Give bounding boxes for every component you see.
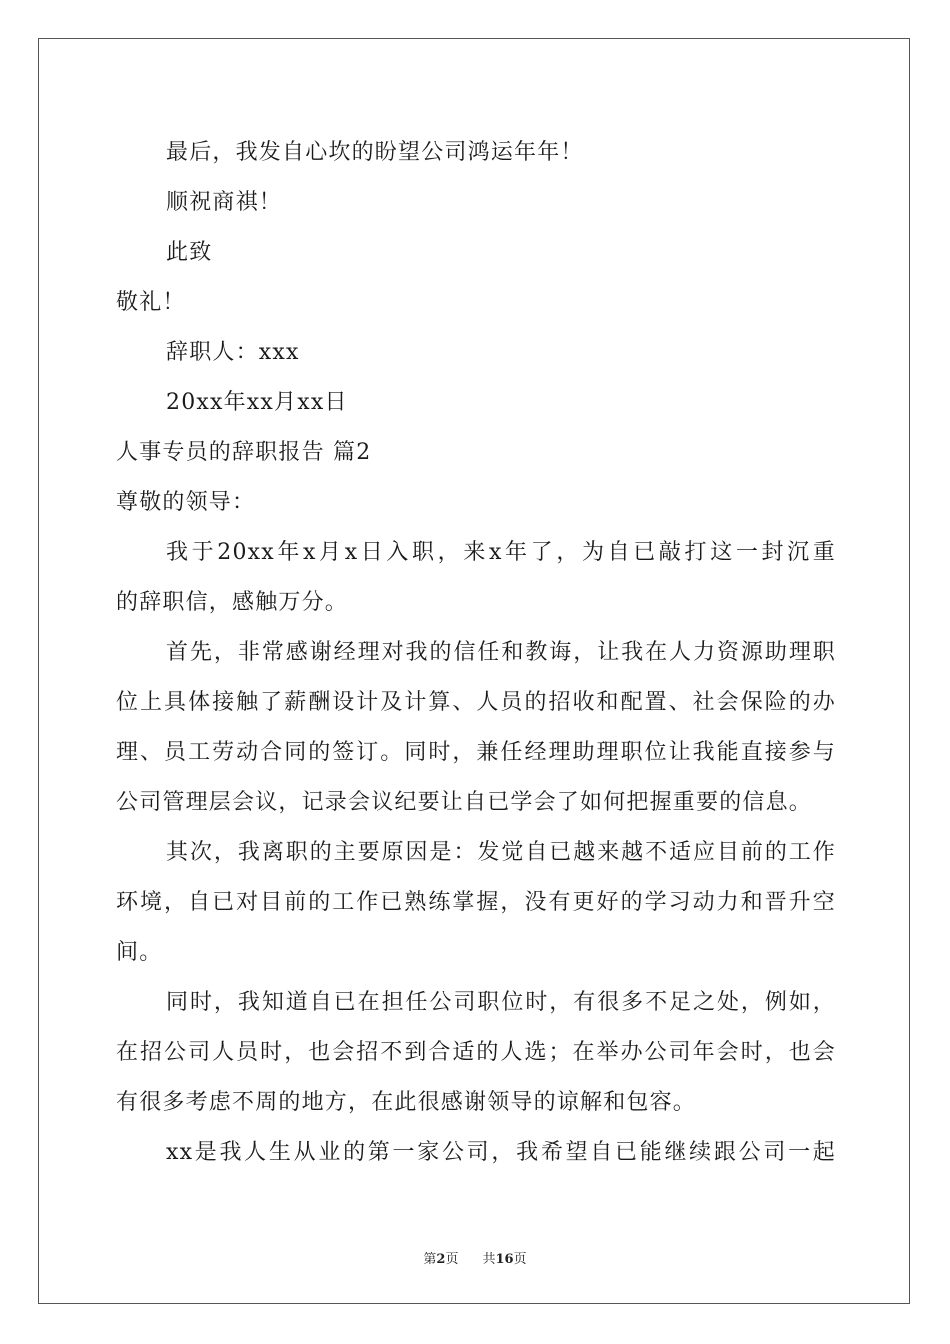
paragraph-line: 在招公司人员时，也会招不到合适的人选；在举办公司年会时，也会 — [116, 1040, 836, 1065]
paragraph-line: 公司管理层会议，记录会议纪要让自已学会了如何把握重要的信息。 — [116, 790, 813, 815]
paragraph-line: 其次，我离职的主要原因是：发觉自已越来越不适应目前的工作 — [166, 840, 836, 865]
paragraph-line: 间。 — [116, 940, 163, 965]
salutation-to: 此致 — [166, 240, 213, 265]
paragraph-2 — [116, 628, 836, 828]
paragraph-line: 理、员工劳动合同的签订。同时，兼任经理助理职位让我能直接参与 — [116, 740, 836, 765]
paragraph-line: 有很多考虑不周的地方，在此很感谢领导的谅解和包容。 — [116, 1090, 697, 1115]
paragraph-3 — [116, 828, 836, 978]
regards: 顺祝商祺！ — [166, 190, 283, 215]
paragraph-line: xx是我人生从业的第一家公司，我希望自已能继续跟公司一起 — [166, 1140, 836, 1165]
closing-wish: 最后，我发自心坎的盼望公司鸿运年年！ — [166, 140, 584, 165]
page-footer — [0, 1248, 950, 1267]
paragraph-line: 的辞职信，感触万分。 — [116, 590, 349, 615]
document-body — [116, 128, 836, 1178]
section-title: 人事专员的辞职报告 篇2 — [116, 440, 372, 465]
paragraph-line: 同时，我知道自已在担任公司职位时，有很多不足之处，例如， — [166, 990, 836, 1015]
total-prefix: 共 — [482, 1252, 496, 1267]
salutation-respect: 敬礼！ — [116, 290, 186, 315]
page-number: 2 — [436, 1252, 446, 1267]
total-suffix: 页 — [513, 1252, 527, 1267]
paragraph-4 — [116, 978, 836, 1128]
greeting: 尊敬的领导： — [116, 490, 256, 515]
page-prefix: 第 — [423, 1252, 437, 1267]
paragraph-line: 环境，自已对目前的工作已熟练掌握，没有更好的学习动力和晋升空 — [116, 890, 836, 915]
paragraph-line: 位上具体接触了薪酬设计及计算、人员的招收和配置、社会保险的办 — [116, 690, 836, 715]
paragraph-line: 首先，非常感谢经理对我的信任和教诲，让我在人力资源助理职 — [166, 640, 836, 665]
paragraph-line: 我于20xx年x月x日入职，来x年了，为自已敲打这一封沉重 — [166, 540, 836, 565]
paragraph-5 — [116, 1128, 836, 1178]
signature: 辞职人：xxx — [166, 340, 300, 365]
total-pages: 16 — [495, 1252, 514, 1267]
paragraph-1 — [116, 528, 836, 628]
page-suffix: 页 — [445, 1252, 459, 1267]
letter-date: 20xx年xx月xx日 — [166, 390, 348, 415]
